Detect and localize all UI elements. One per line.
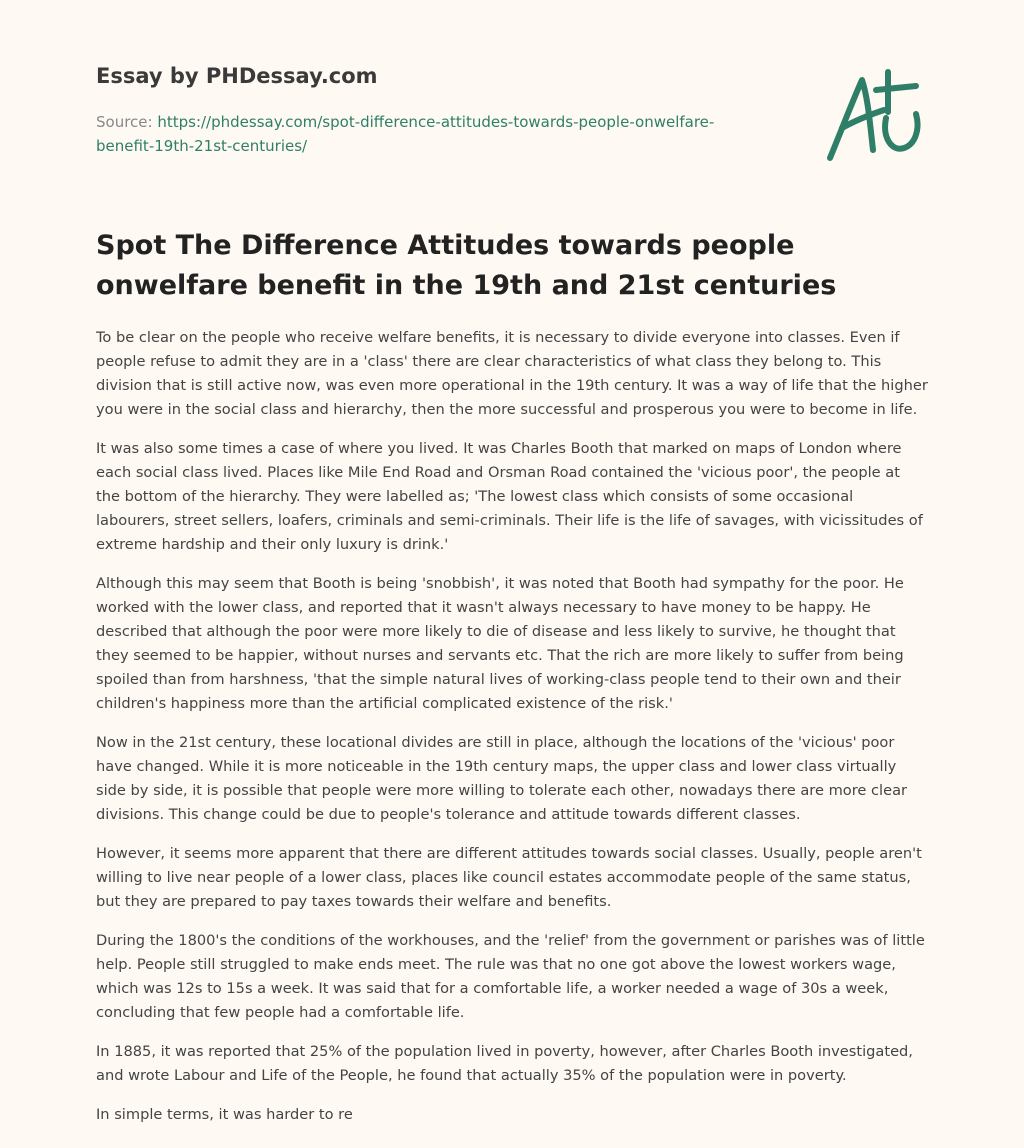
source-line xyxy=(96,110,736,158)
paragraph: To be clear on the people who receive welfare benefits, it is necessary to divide everyone into classes. Even if people refuse to admit they are in a 'class' there are clear characteristics of what class they belong to. This division that is still active now, was even more operational in the 19th century. It was a way of life that the higher you were in the social class and hierarchy, then the more successful and prosperous you were to become in life. xyxy=(96,329,928,418)
source-link[interactable]: https://phdessay.com/spot-difference-attitudes-towards-people-onwelfare-benefit-19th-21st-centuries/ xyxy=(96,113,715,155)
source-label: Source: xyxy=(96,113,158,131)
a-plus-logo-icon xyxy=(824,68,928,164)
paragraph: It was also some times a case of where you lived. It was Charles Booth that marked on maps of London where each social class lived. Places like Mile End Road and Orsman Road contained the 'vicious poor', the people at the bottom of the hierarchy. They were labelled as; 'The lowest class which consists of some occasional labourers, street sellers, loafers, criminals and semi-criminals. Their life is the life of savages, with vicissitudes of extreme hardship and their only luxury is drink.' xyxy=(96,440,923,553)
paragraph: However, it seems more apparent that there are different attitudes towards social classes. Usually, people aren't willing to live near people of a lower class, places like council estates accommodate people of the same status, but they are prepared to pay taxes towards their welfare and benefits. xyxy=(96,845,922,910)
essay-title: Spot The Difference Attitudes towards people onwelfare benefit in the 19th and 21st centuries xyxy=(96,230,837,301)
paragraph: Now in the 21st century, these locational divides are still in place, although the locations of the 'vicious' poor have changed. While it is more noticeable in the 19th century maps, the upper class and lower class virtually side by side, it is possible that people were more willing to tolerate each other, nowadays there are more clear divisions. This change could be due to people's tolerance and attitude towards different classes. xyxy=(96,734,908,823)
paragraph: Although this may seem that Booth is being 'snobbish', it was noted that Booth had sympathy for the poor. He worked with the lower class, and reported that it wasn't always necessary to have money to be happy. He described that although the poor were more likely to die of disease and less likely to survive, he thought that they seemed to be happier, without nurses and servants etc. That the rich are more likely to suffer from being spoiled than from harshness, 'that the simple natural lives of working-class people tend to their own and their children's happiness more than the artificial complicated existence of the risk.' xyxy=(96,575,904,712)
paragraph: In simple terms, it was harder to re xyxy=(96,1106,353,1123)
paragraph: During the 1800's the conditions of the workhouses, and the 'relief' from the government or parishes was of little help. People still struggled to make ends meet. The rule was that no one got above the lowest workers wage, which was 12s to 15s a week. It was said that for a comfortable life, a worker needed a wage of 30s a week, concluding that few people had a comfortable life. xyxy=(96,932,925,1021)
essay-body xyxy=(96,326,928,1142)
site-brand: Essay by PHDessay.com xyxy=(96,64,378,88)
paragraph: In 1885, it was reported that 25% of the population lived in poverty, however, after Charles Booth investigated, and wrote Labour and Life of the People, he found that actually 35% of the population were in poverty. xyxy=(96,1043,913,1084)
